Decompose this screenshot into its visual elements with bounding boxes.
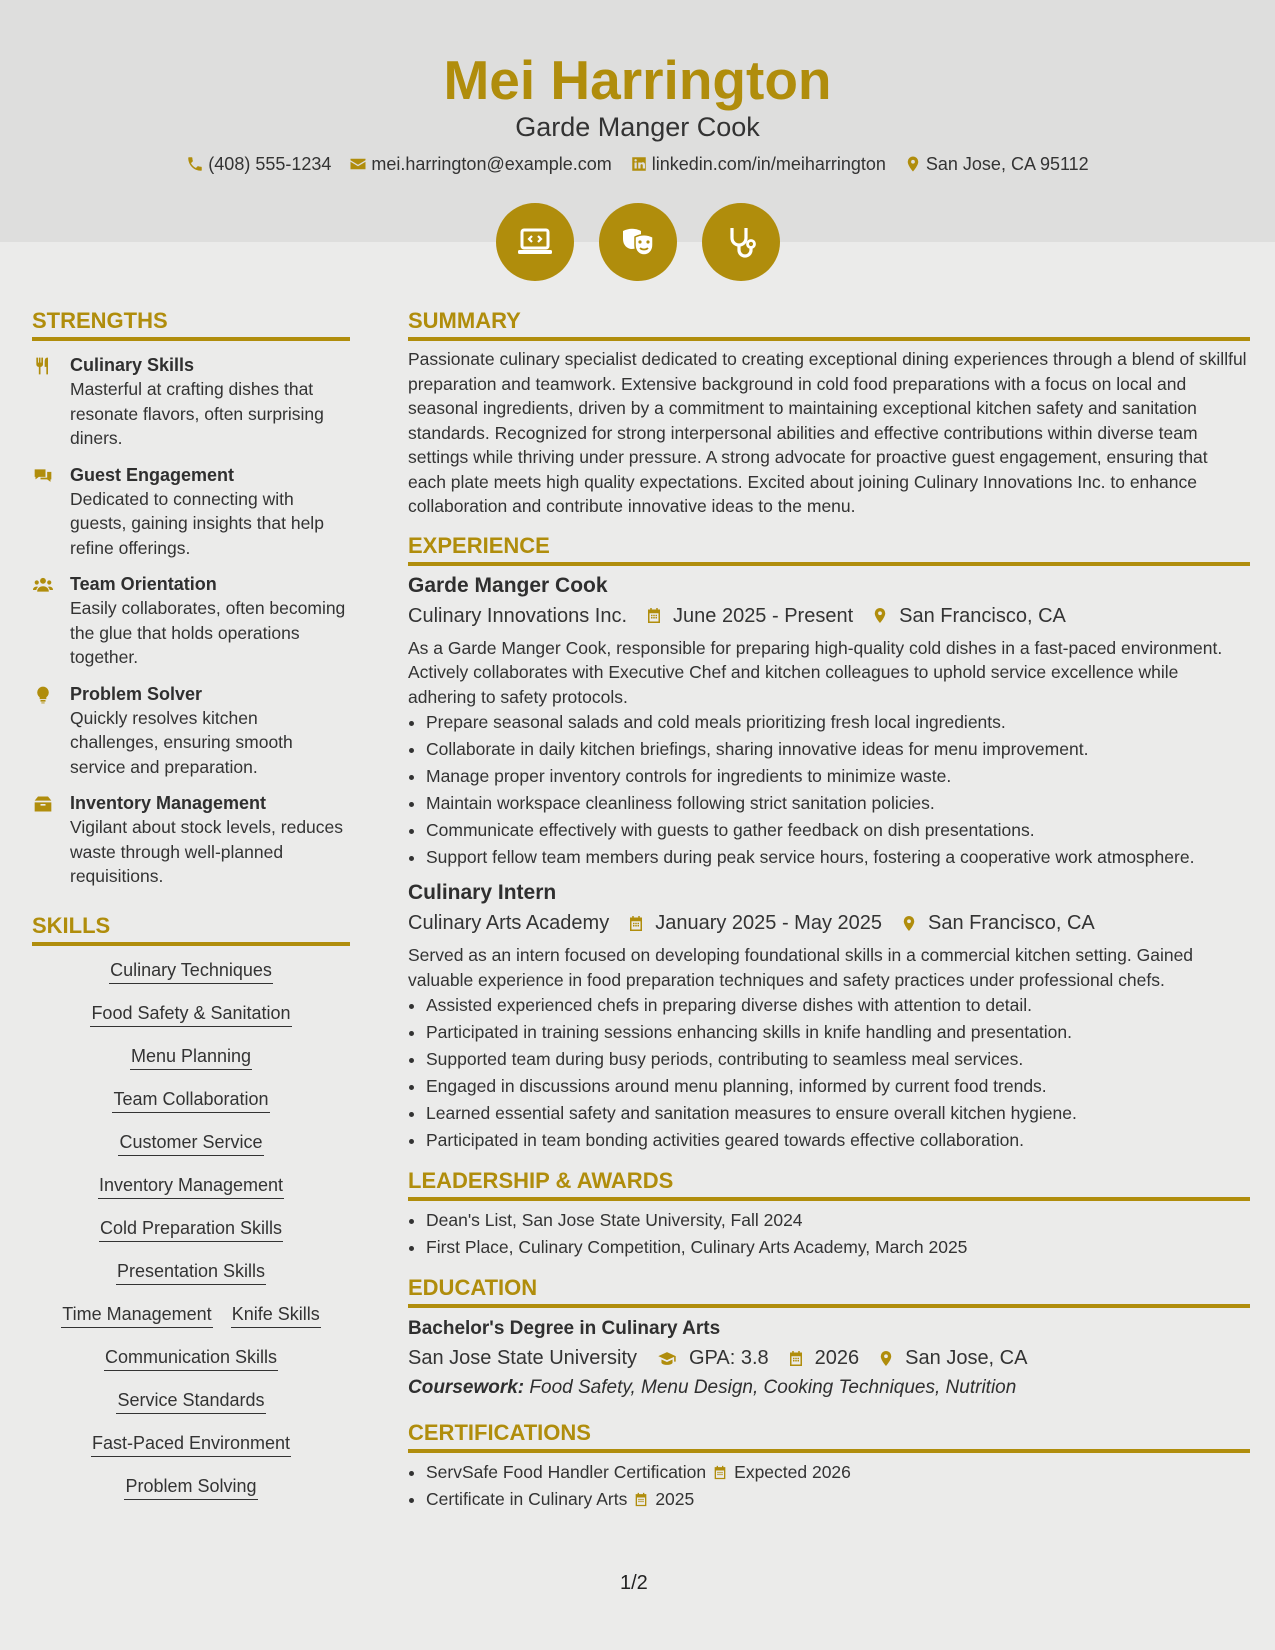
- skill-tag: Culinary Techniques: [109, 958, 273, 984]
- left-column: [32, 306, 350, 1500]
- contact-phone-text: (408) 555-1234: [208, 154, 332, 174]
- candidate-name: Mei Harrington: [443, 49, 832, 111]
- skills-row: [32, 1302, 350, 1328]
- comments-icon: [32, 466, 54, 486]
- graduation-cap-icon: [655, 1349, 679, 1368]
- map-pin-icon: [871, 606, 889, 625]
- skill-tag: Food Safety & Sanitation: [90, 1001, 291, 1027]
- education-school: San Jose State University: [408, 1347, 637, 1369]
- map-pin-icon: [877, 1349, 895, 1368]
- skills-row: [32, 1474, 350, 1500]
- job-company: Culinary Arts Academy: [408, 912, 610, 934]
- list-item: • Engaged in discussions around menu planning, informed by current food trends.: [426, 1073, 1250, 1100]
- job-location-group: [900, 909, 1095, 937]
- skills-row: [32, 1345, 350, 1371]
- skills-row: [32, 1173, 350, 1199]
- job-entry: [408, 879, 1250, 1154]
- strength-item: [32, 353, 350, 451]
- coursework-text: Food Safety, Menu Design, Cooking Techniques, Nutrition: [529, 1377, 1017, 1398]
- laptop-code-icon: [515, 222, 555, 262]
- skills-row: [32, 1087, 350, 1113]
- job-meta: [408, 909, 1250, 937]
- badge-stethoscope: [702, 203, 780, 281]
- strengths-heading: STRENGTHS: [32, 306, 350, 341]
- job-title: Garde Manger Cook: [408, 573, 608, 597]
- strength-body: [70, 682, 350, 780]
- calendar-icon: [633, 1491, 649, 1508]
- contact-bar: [0, 152, 1275, 176]
- coursework-label: Coursework:: [408, 1377, 525, 1398]
- experience-list: [408, 572, 1250, 1155]
- job-description: As a Garde Manger Cook, responsible for preparing high-quality cold dishes in a fast-paced environment. Actively collaborates with Executive Chef and kitchen colleagues to uphold service excellence while adhering to safety protocols.: [408, 637, 1223, 707]
- strength-body: [70, 463, 350, 561]
- strength-title: Team Orientation: [70, 574, 217, 594]
- list-item: [426, 1459, 1250, 1486]
- job-location: San Francisco, CA: [928, 912, 1095, 934]
- strength-title: Culinary Skills: [70, 355, 195, 375]
- lightbulb-icon: [32, 685, 54, 705]
- list-item: • First Place, Culinary Competition, Culinary Arts Academy, March 2025: [426, 1234, 1250, 1261]
- education-year: 2026: [814, 1347, 860, 1369]
- strength-desc: Quickly resolves kitchen challenges, ensuring smooth service and preparation.: [70, 707, 293, 777]
- list-item: • Learned essential safety and sanitation measures to ensure overall kitchen hygiene.: [426, 1100, 1250, 1127]
- job-location: San Francisco, CA: [899, 604, 1066, 627]
- job-bullets: [426, 709, 1250, 871]
- education-location-group: [877, 1344, 1027, 1372]
- strength-desc: Easily collaborates, often becoming the glue that holds operations together.: [70, 598, 346, 667]
- skill-tag: Team Collaboration: [112, 1087, 269, 1113]
- skills-list: [32, 958, 350, 1500]
- contact-email[interactable]: [349, 152, 611, 176]
- job-title: Culinary Intern: [408, 881, 557, 904]
- candidate-role: Garde Manger Cook: [515, 112, 760, 142]
- utensils-icon: [32, 356, 54, 376]
- job-company: Culinary Innovations Inc.: [408, 604, 628, 627]
- contact-linkedin-text: linkedin.com/in/meiharrington: [651, 154, 886, 174]
- list-item: • Assisted experienced chefs in preparing diverse dishes with attention to detail.: [426, 992, 1250, 1019]
- map-pin-icon: [900, 914, 918, 933]
- education-degree: Bachelor's Degree in Culinary Arts: [408, 1318, 721, 1339]
- contact-phone[interactable]: [186, 152, 331, 176]
- strength-title: Guest Engagement: [70, 464, 235, 485]
- stethoscope-icon: [721, 222, 761, 262]
- page-indicator: 1/2: [620, 1572, 648, 1594]
- list-item: • Dean's List, San Jose State University, Fall 2024: [426, 1207, 1250, 1234]
- awards-list: [426, 1207, 1250, 1261]
- strength-desc: Vigilant about stock levels, reduces waste through well-planned requisitions.: [70, 817, 344, 886]
- skills-row: [32, 1044, 350, 1070]
- contact-email-text: mei.harrington@example.com: [371, 154, 612, 174]
- boxes-icon: [32, 794, 54, 814]
- calendar-icon: [787, 1349, 805, 1368]
- education-gpa-group: [655, 1344, 769, 1372]
- envelope-icon: [349, 155, 367, 173]
- contact-location-text: San Jose, CA 95112: [925, 154, 1089, 174]
- right-column: [408, 306, 1250, 1513]
- calendar-icon: [645, 606, 663, 625]
- strength-desc: Dedicated to connecting with guests, gaining insights that help refine offerings.: [70, 488, 324, 558]
- education-year-group: [787, 1344, 860, 1372]
- certifications-list: [426, 1459, 1250, 1513]
- phone-icon: [186, 155, 204, 173]
- skill-tag: Communication Skills: [104, 1345, 278, 1371]
- skill-tag: Cold Preparation Skills: [99, 1216, 283, 1242]
- strength-body: [70, 572, 350, 670]
- badge-masks: [599, 203, 677, 281]
- strength-item: [32, 791, 350, 889]
- strength-body: [70, 353, 350, 451]
- strengths-list: [32, 353, 350, 889]
- contact-location: [904, 152, 1089, 176]
- certifications-heading: CERTIFICATIONS: [408, 1418, 1250, 1453]
- strength-title: Inventory Management: [70, 793, 267, 813]
- skill-tag: Menu Planning: [130, 1044, 252, 1070]
- skill-tag: Presentation Skills: [116, 1259, 266, 1285]
- strength-item: [32, 682, 350, 780]
- job-dates: January 2025 - May 2025: [655, 912, 883, 934]
- strength-icon-wrap: [32, 682, 70, 780]
- job-bullets: [426, 992, 1250, 1154]
- list-item: • Supported team during busy periods, contributing to seamless meal services.: [426, 1046, 1250, 1073]
- skill-tag: Fast-Paced Environment: [91, 1431, 291, 1457]
- strength-icon-wrap: [32, 463, 70, 561]
- education-heading: EDUCATION: [408, 1273, 1250, 1308]
- list-item: • Prepare seasonal salads and cold meals prioritizing fresh local ingredients.: [426, 709, 1250, 736]
- summary-text: Passionate culinary specialist dedicated to creating exceptional dining experiences through a blend of skillful preparation and teamwork. Extensive background in cold food preparations with a focus on local and seasonal ingredients, driven by a commitment to maintaining exceptional kitchen safety and sanitation standards. Recognized for strong interpersonal abilities and effective contributions within diverse team settings while thriving under pressure. A strong advocate for proactive guest engagement, ensuring that each plate meets high quality expectations. Excited about joining Culinary Innovations Inc. to enhance collaboration and contribute innovative ideas to the menu.: [408, 349, 1247, 516]
- job-entry: [408, 572, 1250, 872]
- skills-row: [32, 1259, 350, 1285]
- cert-name: • ServSafe Food Handler Certification: [426, 1462, 707, 1482]
- cert-date: Expected 2026: [734, 1462, 851, 1482]
- users-icon: [32, 575, 54, 595]
- skill-tag: Time Management: [61, 1302, 212, 1328]
- experience-heading: EXPERIENCE: [408, 531, 1250, 566]
- interest-badges: [0, 203, 1275, 281]
- strength-item: [32, 463, 350, 561]
- summary-heading: SUMMARY: [408, 306, 1250, 341]
- skills-row: [32, 1431, 350, 1457]
- education-gpa: GPA: 3.8: [689, 1347, 769, 1369]
- theater-masks-icon: [618, 222, 658, 262]
- job-dates: June 2025 - Present: [673, 604, 854, 627]
- strength-body: [70, 791, 350, 889]
- calendar-icon: [627, 914, 645, 933]
- job-location-group: [871, 602, 1066, 630]
- education-coursework: [408, 1374, 1250, 1402]
- strength-item: [32, 572, 350, 670]
- list-item: • Participated in training sessions enhancing skills in knife handling and presentation.: [426, 1019, 1250, 1046]
- strength-icon-wrap: [32, 572, 70, 670]
- map-pin-icon: [904, 155, 922, 173]
- education-location: San Jose, CA: [905, 1347, 1028, 1369]
- skill-tag: Problem Solving: [124, 1474, 257, 1500]
- list-item: • Communicate effectively with guests to gather feedback on dish presentations.: [426, 817, 1250, 844]
- skill-tag: Service Standards: [116, 1388, 265, 1414]
- job-dates-group: [627, 909, 882, 937]
- list-item: • Participated in team bonding activities geared towards effective collaboration.: [426, 1127, 1250, 1154]
- badge-laptop: [496, 203, 574, 281]
- cert-date: 2025: [655, 1489, 695, 1509]
- strength-title: Problem Solver: [70, 683, 203, 704]
- calendar-icon: [712, 1464, 728, 1481]
- skills-heading: SKILLS: [32, 911, 350, 946]
- contact-linkedin[interactable]: [630, 152, 886, 176]
- skills-row: [32, 1388, 350, 1414]
- skills-row: [32, 1001, 350, 1027]
- awards-heading: LEADERSHIP & AWARDS: [408, 1166, 1250, 1201]
- strength-desc: Masterful at crafting dishes that resonate flavors, often surprising diners.: [70, 379, 324, 448]
- job-description: Served as an intern focused on developing foundational skills in a commercial kitchen setting. Gained valuable experience in food preparation techniques and safety practices under professional chefs.: [408, 945, 1194, 990]
- skill-tag: Customer Service: [118, 1130, 263, 1156]
- skill-tag: Inventory Management: [98, 1173, 284, 1199]
- skills-row: [32, 958, 350, 984]
- strength-icon-wrap: [32, 353, 70, 451]
- list-item: [426, 1486, 1250, 1513]
- cert-name: • Certificate in Culinary Arts: [426, 1489, 628, 1509]
- list-item: • Manage proper inventory controls for ingredients to minimize waste.: [426, 763, 1250, 790]
- skill-tag: Knife Skills: [231, 1302, 321, 1328]
- skills-row: [32, 1130, 350, 1156]
- education-meta: [408, 1344, 1250, 1372]
- list-item: • Support fellow team members during peak service hours, fostering a cooperative work atmosphere.: [426, 844, 1250, 871]
- list-item: • Maintain workspace cleanliness following strict sanitation policies.: [426, 790, 1250, 817]
- linkedin-icon: [630, 155, 648, 173]
- skills-row: [32, 1216, 350, 1242]
- strength-icon-wrap: [32, 791, 70, 889]
- list-item: • Collaborate in daily kitchen briefings, sharing innovative ideas for menu improvement.: [426, 736, 1250, 763]
- job-meta: [408, 602, 1250, 630]
- job-dates-group: [645, 602, 853, 630]
